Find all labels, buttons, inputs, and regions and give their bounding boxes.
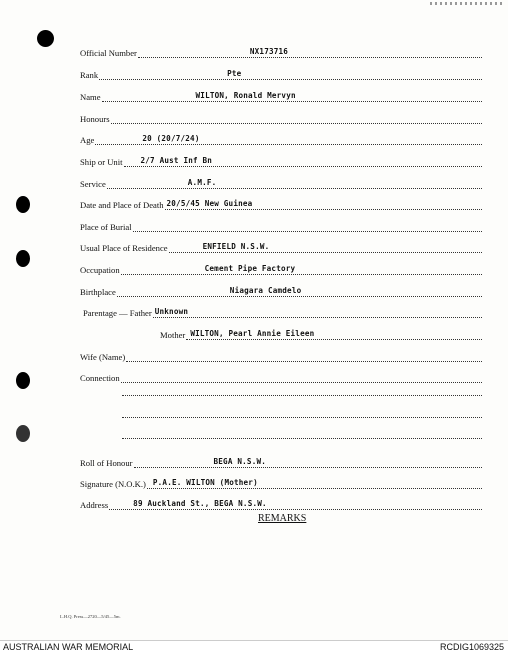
value-ship-or-unit: 2/7 Aust Inf Bn <box>140 156 213 165</box>
label-service: Service <box>80 179 106 189</box>
row-address <box>80 494 482 510</box>
label-signature: Signature (N.O.K.) <box>80 479 146 489</box>
row-signature <box>80 473 482 489</box>
binder-hole-5 <box>16 425 30 442</box>
remarks-heading: REMARKS <box>258 513 307 524</box>
binder-hole-1 <box>37 30 54 47</box>
value-mother: WILTON, Pearl Annie Eileen <box>190 329 315 338</box>
value-usual-residence: ENFIELD N.S.W. <box>202 242 270 251</box>
label-birthplace: Birthplace <box>80 287 116 297</box>
top-edge-mark <box>430 2 504 5</box>
row-roll-of-honour <box>80 452 482 468</box>
row-connection <box>80 367 482 383</box>
printer-imprint: L.H.Q. Press—2720—5/45—5m. <box>60 614 121 619</box>
label-rank: Rank <box>80 70 99 80</box>
row-age <box>80 129 482 145</box>
value-name: WILTON, Ronald Mervyn <box>195 91 296 100</box>
label-date-place-death: Date and Place of Death <box>80 200 164 210</box>
footer-record-id: RCDIG1069325 <box>439 642 504 652</box>
value-birthplace: Niagara Camdelo <box>229 286 302 295</box>
value-address: 89 Auckland St., BEGA N.S.W. <box>133 499 267 508</box>
label-place-of-burial: Place of Burial <box>80 222 132 232</box>
label-mother: Mother <box>160 330 186 340</box>
connection-line-2 <box>122 395 482 396</box>
row-honours <box>80 108 482 124</box>
value-date-place-death: 20/5/45 New Guinea <box>166 199 253 208</box>
value-age: 20 (20/7/24) <box>142 134 200 143</box>
row-wife <box>80 346 482 362</box>
label-ship-or-unit: Ship or Unit <box>80 157 123 167</box>
label-roll-of-honour: Roll of Honour <box>80 458 133 468</box>
connection-line-3 <box>122 417 482 418</box>
label-official-number: Official Number <box>80 48 137 58</box>
row-birthplace <box>80 281 482 297</box>
label-address: Address <box>80 500 109 510</box>
value-official-number: NX173716 <box>249 47 289 56</box>
label-usual-residence: Usual Place of Residence <box>80 243 168 253</box>
binder-hole-3 <box>16 250 30 267</box>
row-ship-or-unit <box>80 151 482 167</box>
label-wife: Wife (Name) <box>80 352 126 362</box>
row-father <box>80 302 482 318</box>
row-official-number <box>80 42 482 58</box>
row-place-of-burial <box>80 216 482 232</box>
value-service: A.M.F. <box>187 178 217 187</box>
row-rank <box>80 64 482 80</box>
value-father: Unknown <box>154 307 189 316</box>
archive-footer <box>0 640 508 655</box>
label-name: Name <box>80 92 101 102</box>
row-name <box>80 86 482 102</box>
row-mother <box>160 324 482 340</box>
value-signature: P.A.E. WILTON (Mother) <box>152 478 258 487</box>
binder-hole-4 <box>16 372 30 389</box>
value-occupation: Cement Pipe Factory <box>204 264 296 273</box>
row-service <box>80 173 482 189</box>
row-date-place-death <box>80 194 482 210</box>
row-occupation <box>80 259 482 275</box>
label-age: Age <box>80 135 95 145</box>
label-connection: Connection <box>80 373 120 383</box>
connection-line-4 <box>122 438 482 439</box>
label-occupation: Occupation <box>80 265 120 275</box>
value-rank: Pte <box>227 69 242 78</box>
label-honours: Honours <box>80 114 110 124</box>
binder-hole-2 <box>16 196 30 213</box>
label-father: Parentage — Father <box>83 308 152 318</box>
footer-institution: AUSTRALIAN WAR MEMORIAL <box>3 642 134 652</box>
row-usual-residence <box>80 237 482 253</box>
value-roll-of-honour: BEGA N.S.W. <box>213 457 267 466</box>
